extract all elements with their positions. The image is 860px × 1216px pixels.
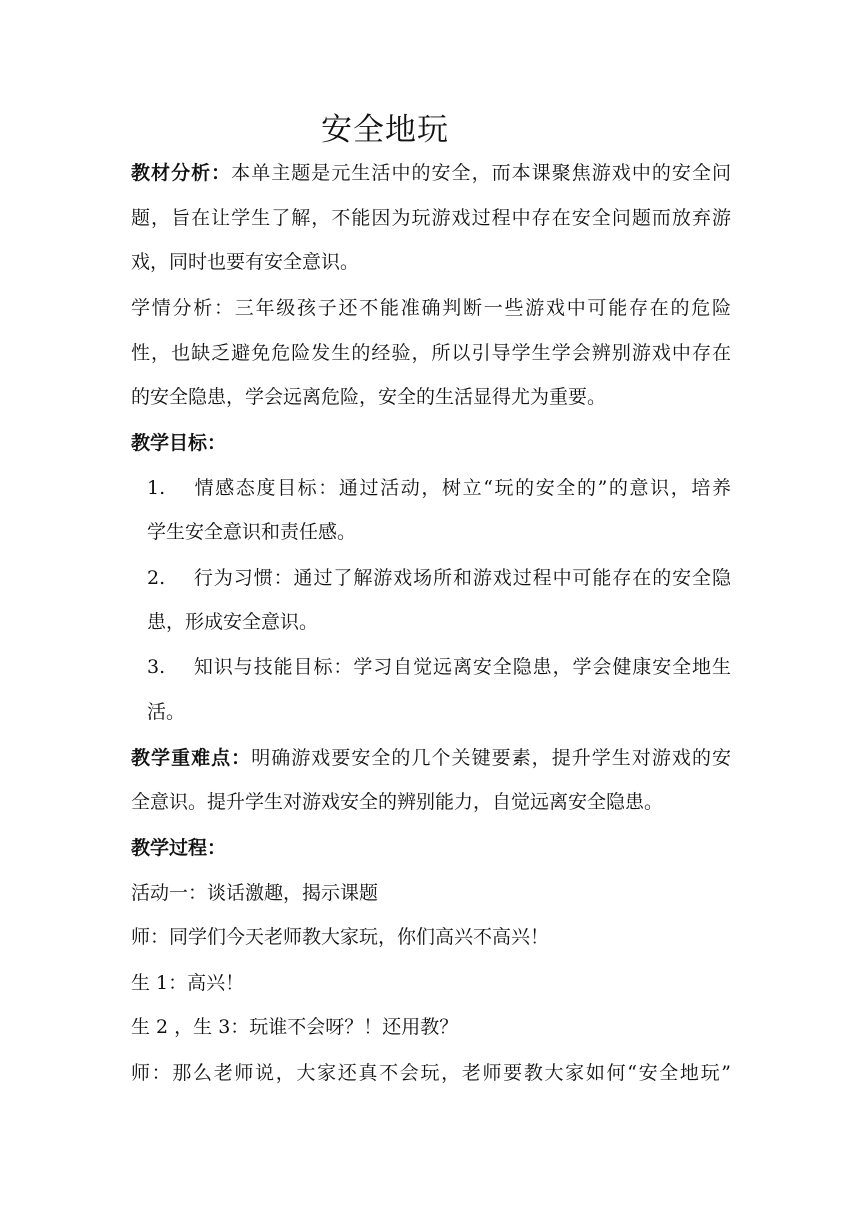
goals-heading: 教学目标： [131,432,227,454]
key-line-2: 全意识。提升学生对游戏安全的辨别能力，自觉远离安全隐患。 [131,791,664,813]
document-title: 安全地玩 [321,112,449,148]
student-line-1: 学情分析：三年级孩子还不能准确判断一些游戏中可能存在的危险 [131,297,731,319]
analysis-label: 教材分析： [131,162,232,184]
process-line-5: 师：那么老师说，大家还真不会玩，老师要教大家如何“安全地玩” [131,1062,731,1084]
key-line-1: 教学重难点：明确游戏要安全的几个关键要素，提升学生对游戏的安 [131,747,731,769]
goal-item-1: 1. 情感态度目标：通过活动，树立“玩的安全的”的意识，培养 [147,477,731,499]
analysis-line-3: 戏，同时也要有安全意识。 [131,251,360,273]
goal-item-2: 2. 行为习惯：通过了解游戏场所和游戏过程中可能存在的安全隐 [147,567,731,589]
goal-item-3: 3. 知识与技能目标：学习自觉远离安全隐患，学会健康安全地生 [147,656,731,678]
process-line-4: 生 2 ，生 3：玩谁不会呀？！还用教？ [131,1016,459,1038]
process-line-3: 生 1：高兴！ [131,972,245,994]
goal-item-3-cont: 活。 [147,701,186,723]
process-line-2: 师：同学们今天老师教大家玩，你们高兴不高兴！ [131,926,550,948]
analysis-line-2: 题，旨在让学生了解，不能因为玩游戏过程中存在安全问题而放弃游 [131,207,731,229]
goal-item-1-cont: 学生安全意识和责任感。 [147,521,357,543]
process-line-1: 活动一：谈话激趣，揭示课题 [131,882,379,904]
student-line-2: 性，也缺乏避免危险发生的经验，所以引导学生学会辨别游戏中存在 [131,342,731,364]
key-label: 教学重难点： [131,747,252,769]
process-heading: 教学过程： [131,837,227,859]
student-line-3: 的安全隐患，学会远离危险，安全的生活显得尤为重要。 [131,386,607,408]
goal-item-2-cont: 患，形成安全意识。 [147,611,319,633]
analysis-line-1: 教材分析：本单主题是元生活中的安全，而本课聚焦游戏中的安全问 [131,162,731,184]
